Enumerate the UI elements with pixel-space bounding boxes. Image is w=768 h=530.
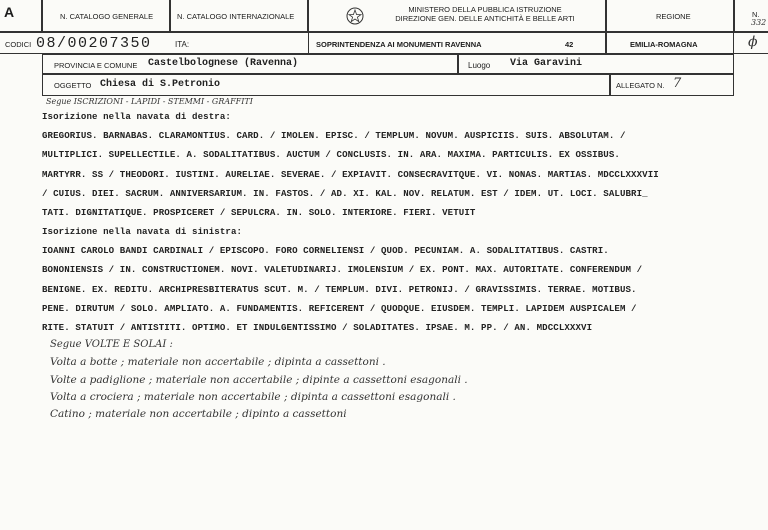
typed-line: MARTYRR. SS / THEODORI. IUSTINI. AURELIAE. SEVERAE. / EXPIAVIT. CONSECRAVITQUE. VI. NONAS. MARTIAS. MDCCLXXXVII (42, 169, 659, 180)
handwritten-line: Volta a botte ; materiale non accertabile ; dipinta a cassettoni . (50, 356, 386, 368)
n-label: N. (752, 10, 760, 19)
handwritten-line: Volte a padiglione ; materiale non accertabile ; dipinte a cassettoni esagonali . (50, 374, 468, 386)
typed-line: Isorizione nella navata di sinistra: (42, 226, 243, 237)
provincia-label: PROVINCIA E COMUNE (54, 61, 138, 70)
ministry-heading (380, 5, 590, 23)
typed-line: / CUIUS. DIEI. SACRUM. ANNIVERSARIUM. IN. FASTOS. / AD. XI. KAL. NOV. RELATUM. EST / IDEM. UT. LOCI. SALUBRI_ (42, 188, 648, 199)
catalogo-internazionale-label: N. CATALOGO INTERNAZIONALE (177, 12, 295, 21)
soprintendenza-value: SOPRINTENDENZA AI MONUMENTI RAVENNA (316, 40, 482, 49)
typed-line: PENE. DIRUTUM / SOLO. AMPLIATO. A. FUNDAMENTIS. REFICERENT / QUODQUE. EIUSDEM. TEMPLI. LAPIDEM AUSPICALEM / (42, 303, 637, 314)
republic-emblem-icon (345, 6, 365, 26)
soprintendenza-number: 42 (565, 40, 574, 49)
typed-line: TATI. DIGNITATIQUE. PROSPICERET / SEPULCRA. IN. SOLO. INTERIORE. FIERI. VETUIT (42, 207, 476, 218)
provincia-value: Castelbolognese (Ravenna) (148, 58, 299, 69)
typed-line: BONONIENSIS / IN. CONSTRUCTIONEM. NOVI. VALETUDINARIJ. IMOLENSIUM / EX. PONT. MAX. AUTORITATE. CONFERENDUM / (42, 264, 643, 275)
handwritten-line: Volta a crociera ; materiale non accertabile ; dipinta a cassettoni esagonali . (50, 391, 456, 403)
regione-value: EMILIA-ROMAGNA (630, 40, 698, 49)
handwritten-line: Segue VOLTE E SOLAI : (50, 339, 173, 350)
oggetto-label: OGGETTO (54, 81, 92, 90)
typed-line: MULTIPLICI. SUPELLECTILE. A. SODALITATIBUS. AUCTUM / CONCLUSIS. IN. ARA. MAXIMA. PARTICULIS. EX OSSIBUS. (42, 149, 620, 160)
typed-line: RITE. STATUIT / ANTISTITI. OPTIMO. ET INDULGENTISSIMO / SOLADITATES. IPSAE. M. PP. / AN. MDCCLXXXVI (42, 322, 593, 333)
allegato-value: 7 (673, 76, 682, 91)
codici-label: CODICI (5, 40, 32, 49)
typed-line: IOANNI CAROLO BANDI CARDINALI / EPISCOPO. FORO CORNELIENSI / QUOD. PECUNIAM. A. SODALITATIBUS. CASTRI. (42, 245, 609, 256)
card-letter: A (4, 4, 15, 20)
n-header-cell (734, 0, 768, 32)
oggetto-value: Chiesa di S.Petronio (100, 79, 221, 90)
catalogo-generale-label: N. CATALOGO GENERALE (60, 12, 154, 21)
handwritten-heading: Segue ISCRIZIONI - LAPIDI - STEMMI - GRAFFITI (46, 97, 253, 106)
ministry-line-1: MINISTERO DELLA PUBBLICA ISTRUZIONE (408, 5, 562, 14)
ministry-line-2: DIREZIONE GEN. DELLE ANTICHITÀ E BELLE ARTI (395, 14, 575, 23)
n-mark: ϕ (748, 34, 758, 50)
regione-label: REGIONE (656, 12, 691, 21)
handwritten-line: Catino ; materiale non accertabile ; dipinto a cassettoni (50, 408, 347, 420)
luogo-label: Luogo (468, 61, 491, 70)
typed-line: GREGORIUS. BARNABAS. CLARAMONTIUS. CARD. / IMOLEN. EPISC. / TEMPLUM. NOVUM. AUSPICIIS. SUIS. ABSOLUTAM. / (42, 130, 626, 141)
ita-label: ITA: (175, 40, 190, 49)
codici-value: 08/00207350 (36, 35, 152, 52)
luogo-cell (458, 54, 734, 74)
allegato-label: ALLEGATO N. (616, 81, 665, 90)
typed-line: Isorizione nella navata di destra: (42, 111, 231, 122)
n-value: 332 (751, 18, 767, 27)
typed-line: BENIGNE. EX. REDITU. ARCHIPRESBITERATUS SCUT. M. / TEMPLUM. DIVI. PETRONIJ. / GRAVISSIMIS. TERRAE. MOTIBUS. (42, 284, 637, 295)
luogo-value: Via Garavini (510, 58, 583, 69)
